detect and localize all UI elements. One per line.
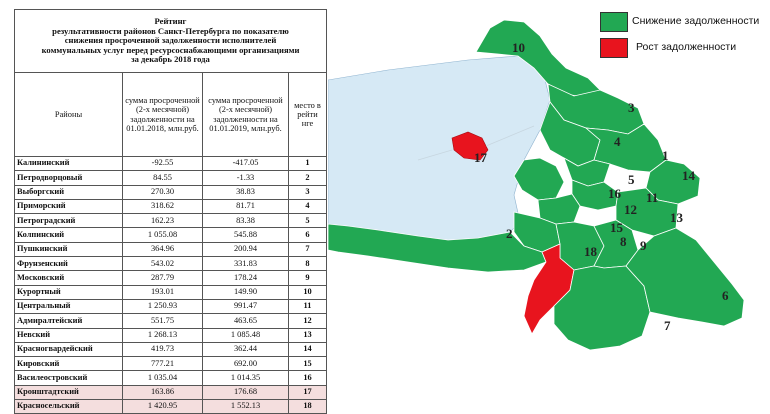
table-row [15,199,327,213]
legend-swatch-increase [600,38,628,58]
value-2018-cell: 1 250.93 [123,299,203,313]
value-2019-cell: 178.24 [203,271,289,285]
place-cell: 16 [289,371,327,385]
value-2018-cell: 1 420.95 [123,400,203,414]
district-cell: Невский [15,328,123,342]
value-2019-cell: 149.90 [203,285,289,299]
map-label-2: 2 [506,226,513,241]
table-row [15,314,327,328]
value-2018-cell: 193.01 [123,285,203,299]
place-cell: 5 [289,214,327,228]
district-cell: Петроградский [15,214,123,228]
district-map [328,0,770,402]
header-district: Районы [15,73,123,157]
district-cell: Петродворцовый [15,171,123,185]
value-2018-cell: 318.62 [123,199,203,213]
map-label-9: 9 [640,238,647,253]
district-cell: Красносельский [15,400,123,414]
place-cell: 2 [289,171,327,185]
value-2019-cell: 692.00 [203,357,289,371]
legend-label-decrease: Снижение задолженности [632,15,760,27]
value-2018-cell: 777.21 [123,357,203,371]
table-row [15,299,327,313]
value-2018-cell: 364.96 [123,242,203,256]
place-cell: 8 [289,257,327,271]
table-row [15,271,327,285]
value-2019-cell: -417.05 [203,157,289,171]
title-line: за декабрь 2018 года [131,54,210,65]
district-cell: Московский [15,271,123,285]
value-2019-cell: 200.94 [203,242,289,256]
map-label-11: 11 [646,190,659,205]
table-row [15,342,327,356]
map-label-6: 6 [722,288,729,303]
value-2019-cell: 1 085.48 [203,328,289,342]
value-2018-cell: 84.55 [123,171,203,185]
district-cell: Калининский [15,157,123,171]
value-2018-cell: 543.02 [123,257,203,271]
district-cell: Курортный [15,285,123,299]
table-header-row [15,73,327,157]
district-5 [564,158,610,186]
table-row [15,285,327,299]
map-label-4: 4 [614,134,621,149]
table-row [15,385,327,399]
place-cell: 10 [289,285,327,299]
map-label-1: 1 [662,148,669,163]
value-2018-cell: 1 268.13 [123,328,203,342]
district-cell: Адмиралтейский [15,314,123,328]
map-label-13: 13 [670,210,683,225]
value-2019-cell: 83.38 [203,214,289,228]
value-2019-cell: 362.44 [203,342,289,356]
title-line: снижения просроченной задолженности исполнителей [64,35,277,46]
value-2018-cell: 270.30 [123,185,203,199]
district-cell: Центральный [15,299,123,313]
district-cell: Василеостровский [15,371,123,385]
header-place: место в рейти нге [289,73,327,157]
place-cell: 18 [289,400,327,414]
district-cell: Кировский [15,357,123,371]
table-title-row [15,10,327,73]
value-2019-cell: 176.68 [203,385,289,399]
district-cell: Пушкинский [15,242,123,256]
map-label-17: 17 [474,150,487,165]
place-cell: 17 [289,385,327,399]
place-cell: 1 [289,157,327,171]
header-2018: сумма просроченной (2-х месячной) задолженности на 01.01.2018, млн.руб. [123,73,203,157]
map-label-15: 15 [610,220,623,235]
map-label-5: 5 [628,172,635,187]
value-2018-cell: 1 055.08 [123,228,203,242]
table-row [15,214,327,228]
value-2018-cell: 1 035.04 [123,371,203,385]
value-2019-cell: 1 014.35 [203,371,289,385]
place-cell: 4 [289,199,327,213]
district-cell: Колпинский [15,228,123,242]
value-2019-cell: -1.33 [203,171,289,185]
value-2019-cell: 463.65 [203,314,289,328]
place-cell: 7 [289,242,327,256]
table-row [15,185,327,199]
place-cell: 13 [289,328,327,342]
place-cell: 12 [289,314,327,328]
district-16 [514,158,564,200]
title-line: коммунальных услуг перед ресурсоснабжающими организациями [41,44,300,55]
table-row [15,228,327,242]
value-2018-cell: 551.75 [123,314,203,328]
value-2018-cell: 419.73 [123,342,203,356]
value-2019-cell: 81.71 [203,199,289,213]
place-cell: 11 [289,299,327,313]
district-cell: Кронштадтский [15,385,123,399]
rating-table [14,9,327,414]
map-label-14: 14 [682,168,695,183]
place-cell: 6 [289,228,327,242]
map-label-18: 18 [584,244,597,259]
district-cell: Красногвардейский [15,342,123,356]
value-2018-cell: 163.86 [123,385,203,399]
place-cell: 14 [289,342,327,356]
district-cell: Фрунзенский [15,257,123,271]
table-row [15,257,327,271]
value-2018-cell: 287.79 [123,271,203,285]
title-line: результативности районов Санкт-Петербурга по показателю [52,25,289,36]
map-label-10: 10 [512,40,525,55]
table-row [15,328,327,342]
map-label-3: 3 [628,100,635,115]
district-cell: Приморский [15,199,123,213]
district-cell: Выборгский [15,185,123,199]
table-row [15,157,327,171]
value-2019-cell: 545.88 [203,228,289,242]
table-row [15,371,327,385]
legend-swatch-decrease [600,12,628,32]
value-2019-cell: 331.83 [203,257,289,271]
legend-label-increase: Рост задолженности [636,41,737,53]
header-2019: сумма просроченной (2-х месячной) задолженности на 01.01.2019, млн.руб. [203,73,289,157]
table-row [15,242,327,256]
table-row [15,171,327,185]
map-label-12: 12 [624,202,637,217]
place-cell: 3 [289,185,327,199]
table-row [15,357,327,371]
place-cell: 9 [289,271,327,285]
value-2018-cell: 162.23 [123,214,203,228]
value-2019-cell: 1 552.13 [203,400,289,414]
value-2019-cell: 991.47 [203,299,289,313]
title-line: Рейтинг [154,15,187,26]
table-title [15,10,327,73]
map-label-8: 8 [620,234,627,249]
map-label-7: 7 [664,318,671,333]
value-2018-cell: -92.55 [123,157,203,171]
map-label-16: 16 [608,186,621,201]
place-cell: 15 [289,357,327,371]
value-2019-cell: 38.83 [203,185,289,199]
